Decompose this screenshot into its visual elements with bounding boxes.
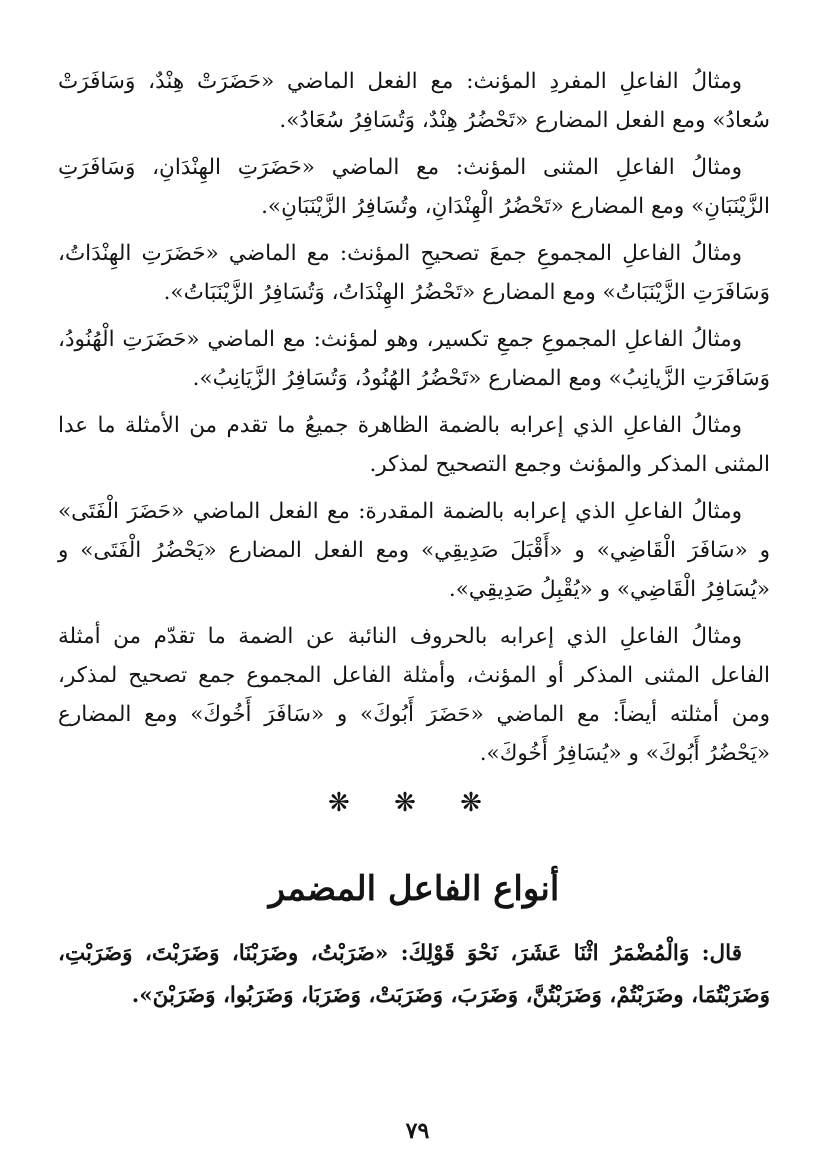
paragraph-broken-plural: ومثالُ الفاعلِ المجموعِ جمعِ تكسير، وهو لمؤنث: مع الماضي «حَضَرَتِ الْهُنُودُ، وَسَافَرَتِ الزَّيانِبُ» ومع المضارع «تَحْضُرُ الهُنُودُ، وَتُسَافِرُ الزَّيَانِبُ». <box>58 327 770 391</box>
section-separator: ❋ ❋ ❋ <box>328 788 500 818</box>
matn-quote: قال: وَالْمُضْمَرُ اثْنَا عَشَرَ، نَحْوَ قَوْلِكَ: «ضَرَبْتُ، وضَرَبْنَا، وَضَرَبْتَ، وَضَرَبْتِ، وَضَرَبْتُمَا، وضَرَبْتُمْ، وَضَرَبْتُنَّ، وَضَرَبَ، وَضَرَبَتْ، وَضَرَبَا، وَضَرَبُوا، وَضَرَبْنَ». <box>58 941 770 1008</box>
paragraph-substitute-letters: ومثالُ الفاعلِ الذي إعرابه بالحروف النائبة عن الضمة ما تقدّم من أمثلة الفاعل المثنى المذكر أو المؤنث، وأمثلة الفاعل المجموع جمع تصحيح لمذكر، ومن أمثلته أيضاً: مع الماضي «حَضَرَ أَبُوكَ» و «سَافَرَ أَخُوكَ» ومع المضارع «يَحْضُرُ أَبُوكَ» و «يُسَافِرُ أَخُوكَ». <box>58 624 770 766</box>
paragraph-feminine-dual: ومثالُ الفاعلِ المثنى المؤنث: مع الماضي «حَضَرَتِ الهِنْدَانِ، وَسَافَرَتِ الزَّيْنَبَانِ» ومع المضارع «تَحْضُرُ الْهِنْدَانِ، وتُسَافِرُ الزَّيْنَبَانِ». <box>58 155 770 219</box>
paragraph-visible-damma: ومثالُ الفاعلِ الذي إعرابه بالضمة الظاهرة جميعُ ما تقدم من الأمثلة ما عدا المثنى المذكر والمؤنث وجمع التصحيح لمذكر. <box>58 413 770 477</box>
paragraph-implied-damma: ومثالُ الفاعلِ الذي إعرابه بالضمة المقدرة: مع الفعل الماضي «حَضَرَ الْفَتَى» و «سَافَرَ الْقَاضِي» و «أَقْبَلَ صَدِيقِي» ومع الفعل المضارع «يَحْضُرُ الْفَتَى» و «يُسَافِرُ الْقَاضِي» و «يُقْبِلُ صَدِيقِي». <box>58 499 770 602</box>
paragraph-feminine-singular: ومثالُ الفاعلِ المفردِ المؤنث: مع الفعل الماضي «حَضَرَتْ هِنْدٌ، وَسَافَرَتْ سُعادُ» ومع الفعل المضارع «تَحْضُرُ هِنْدٌ، وَتُسَافِرُ سُعَادُ». <box>58 69 770 133</box>
section-title: أنواع الفاعل المضمر <box>268 869 560 909</box>
paragraph-feminine-sound-plural: ومثالُ الفاعلِ المجموعِ جمعَ تصحيحِ المؤنث: مع الماضي «حَضَرَتِ الهِنْدَاتُ، وَسَافَرَتِ الزَّيْنَبَاتُ» ومع المضارع «تَحْضُرُ الهِنْدَاتُ، وَتُسَافِرُ الزَّيْنَبَاتُ». <box>58 241 770 305</box>
page-number: ٧٩ <box>405 1118 430 1144</box>
page-body <box>58 62 770 1017</box>
